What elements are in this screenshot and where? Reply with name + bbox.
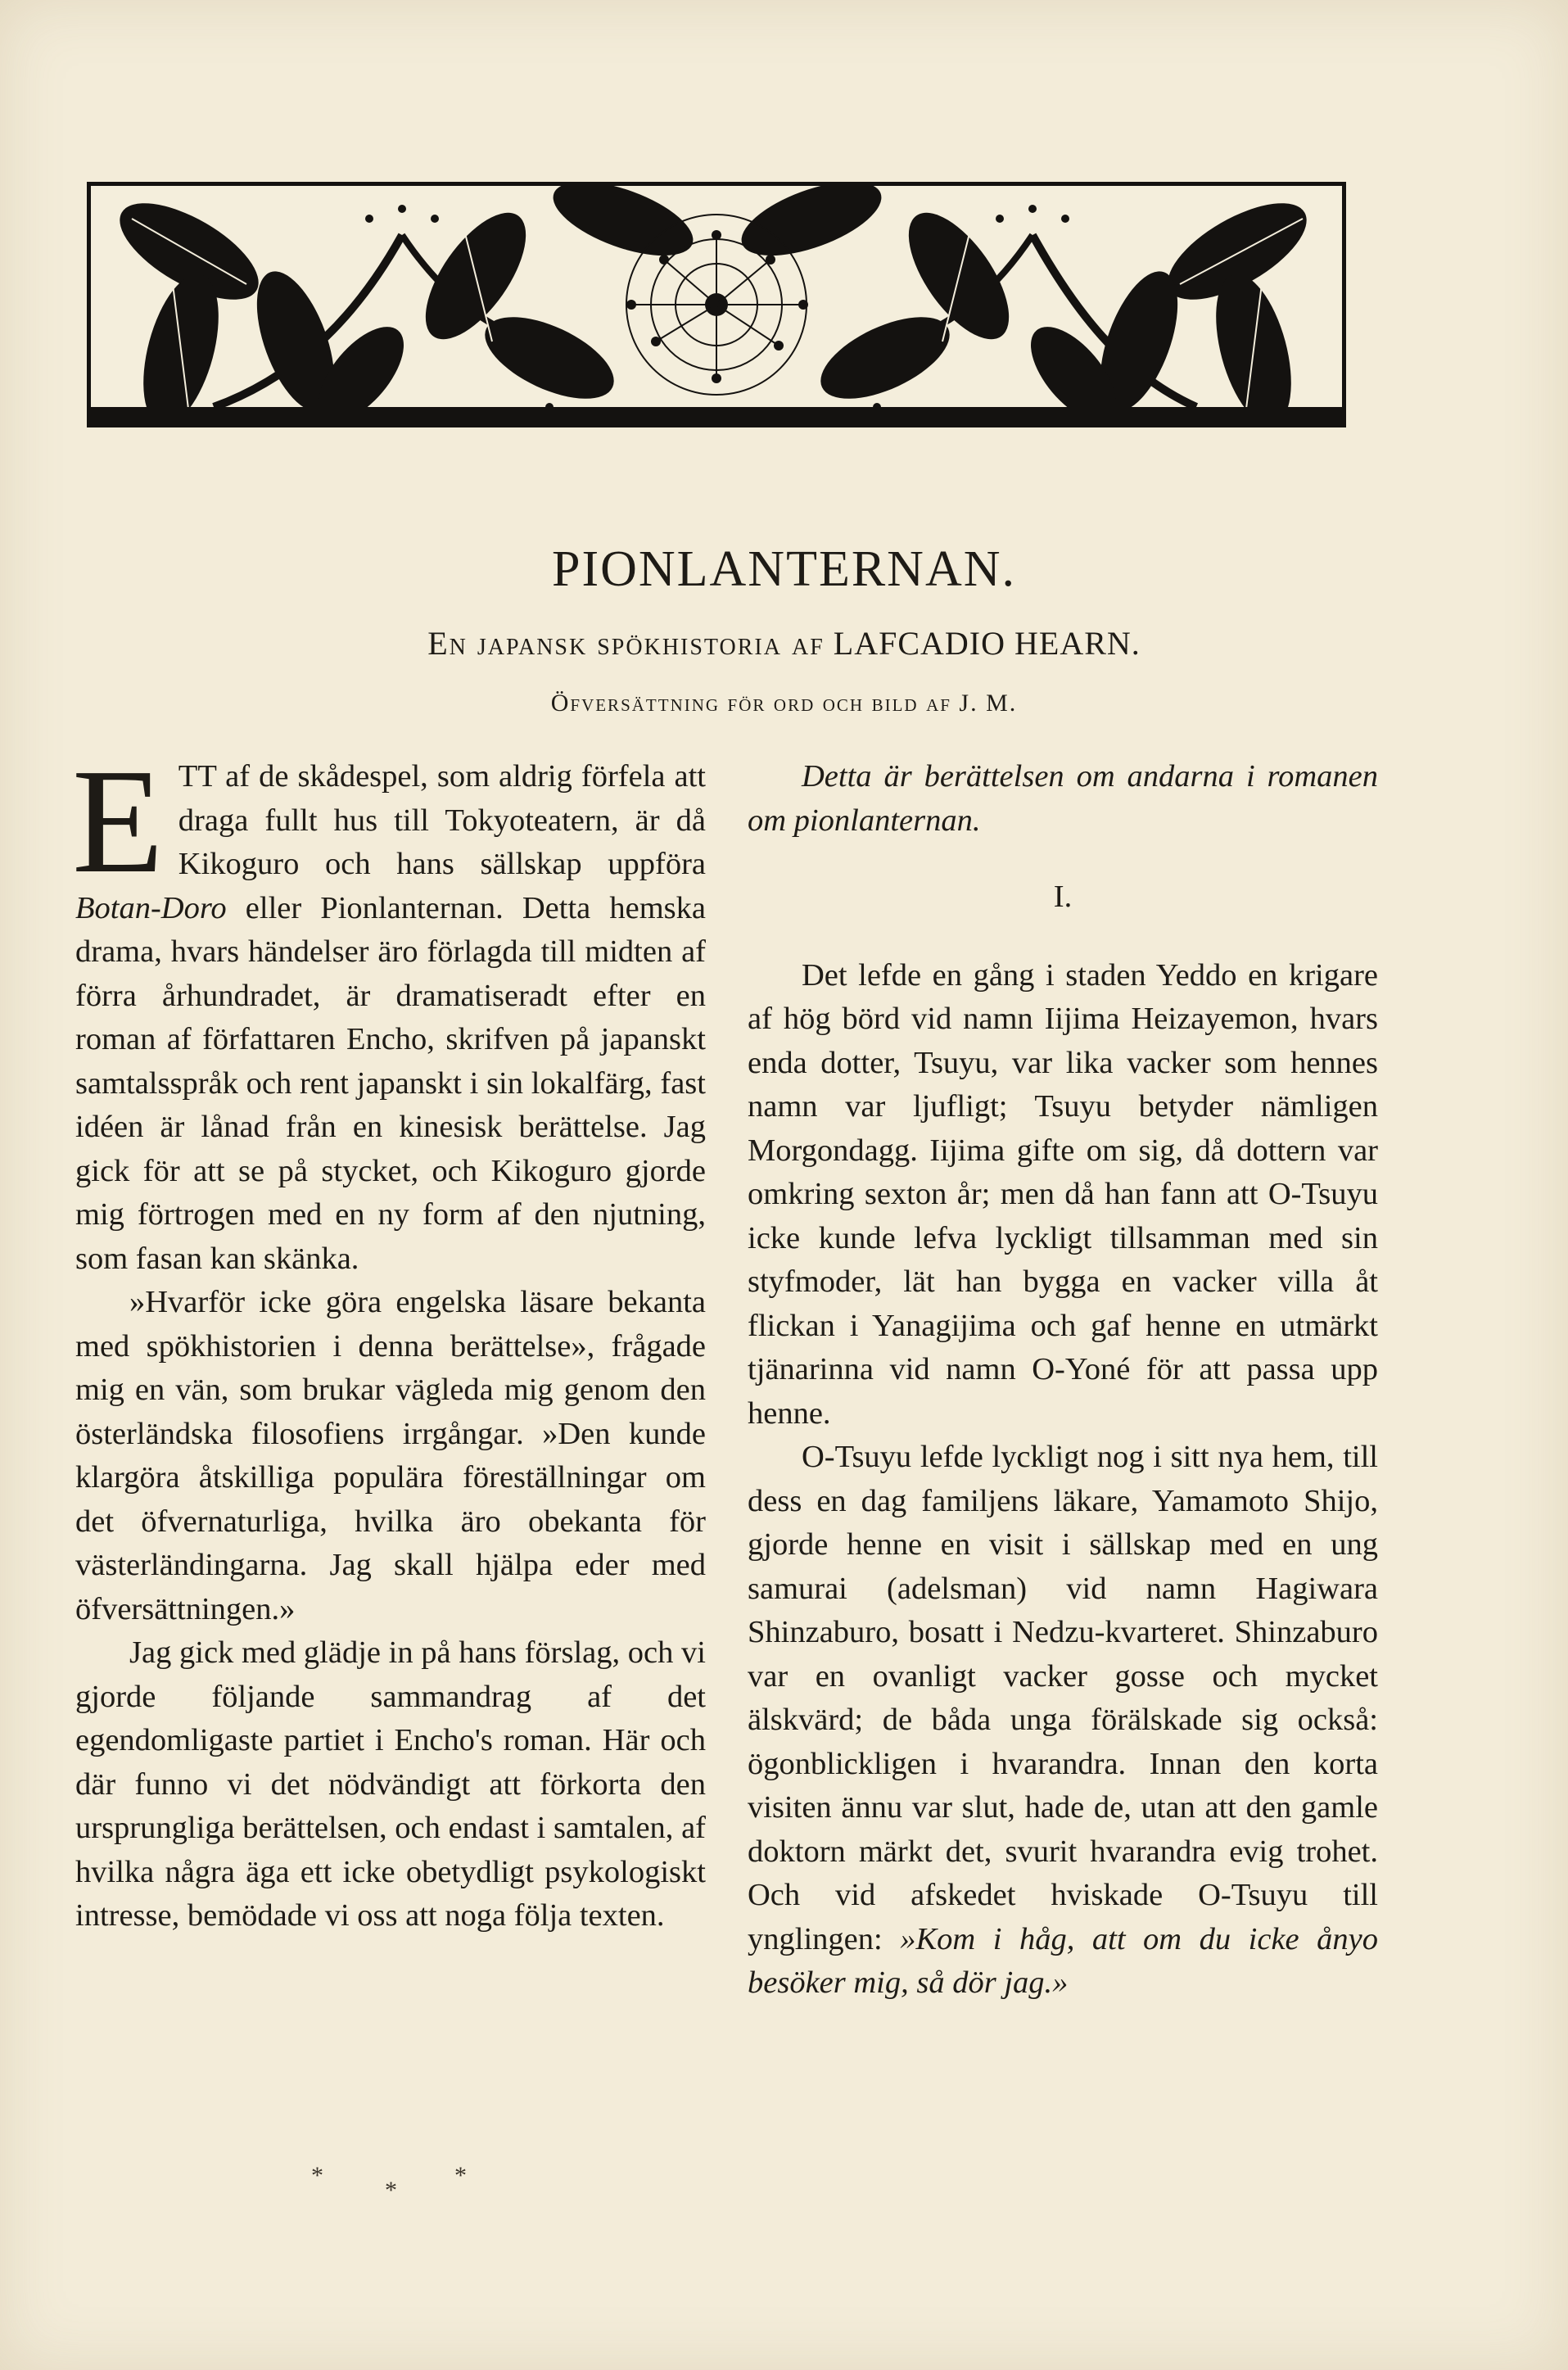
asterisk: * (311, 2162, 323, 2189)
quote: »Kom i håg, att om du icke ånyo besöker mig, så dör jag.» (748, 1921, 1378, 2000)
paragraph-text: TT af de skådespel, som aldrig förfela att draga fullt hus till Tokyoteatern, är då Kikoguro och hans sällskap uppföra (178, 759, 706, 881)
chapter-numeral: I. (1053, 880, 1073, 914)
paragraph: Jag gick med glädje in på hans förslag, och vi gjorde följande sammandrag af det egendomligaste partiet i Encho's roman. Här och där funno vi det nödvändigt att förkorta den ursprungliga berättelsen, och endast i samtalen, af hvilka några äga ett icke obetydligt psykologiskt intresse, bemödade vi oss att noga följa texten. (75, 1635, 706, 1933)
left-column (72, 738, 706, 1938)
article-title: PIONLANTERNAN. (551, 541, 1017, 597)
paragraph: Det lefde en gång i staden Yeddo en krigare af hög börd vid namn Iijima Heizayemon, hvars enda dotter, Tsuyu, var lika vacker som hennes namn var ljufligt; Tsuyu betyder nämligen Morgondagg. Iijima gifte om sig, då dottern var omkring sexton år; men då han fann att O-Tsuyu icke kunde lefva lyckligt tillsamman med sin styfmoder, lät han bygga en vacker villa åt flickan i Yanagijima och gaf henne en utmärkt tjänarinna vid namn O-Yoné för att passa upp henne. (748, 957, 1378, 1431)
paragraph-text: O-Tsuyu lefde lyckligt nog i sitt nya hem, till dess en dag familjens läkare, Yamamoto Shijo, gjorde henne en visit i sällskap med en ung samurai (adelsman) vid namn Hagiwara Shinzaburo, bosatt i Nedzu-kvarteret. Shinzaburo var en ovanligt vacker gosse och mycket älskvärd; de båda unga förälskade sig också: ögonblickligen i hvarandra. Innan den korta visiten ännu var slut, hade de, utan att den gamle doktorn märkt det, svurit hvarandra evig trohet. Och vid afskedet hviskade O-Tsuyu till ynglingen: (748, 1440, 1378, 1956)
section-break-asterisks (303, 2162, 483, 2204)
paragraph: »Hvarför icke göra engelska läsare bekanta med spökhistorien i denna berättelse», frågade mig en vän, som brukar vägleda mig genom den österländska filosofiens irrgångar. »Den kunde klargöra åtskilliga populära föreställningar om det öfvernaturliga, hvilka äro obekanta för västerländingarna. Jag skall hjälpa eder med öfversättningen.» (75, 1285, 706, 1626)
right-column (748, 755, 1378, 2006)
decorative-banner (87, 182, 1346, 427)
subtitle-lead: En japansk spökhistoria af (427, 625, 825, 662)
author-name: LAFCADIO HEARN. (833, 625, 1141, 662)
translation-credit: Öfversättning för ord och bild af J. M. (550, 690, 1018, 717)
paragraph (748, 1436, 1378, 2006)
paragraph (72, 738, 706, 1281)
drop-cap: E (72, 738, 164, 904)
floral-illustration (91, 186, 1342, 423)
article-subtitle (0, 624, 1568, 663)
play-title: Botan-Doro (75, 890, 227, 925)
intro-line: Detta är berättelsen om andarna i romanen om pionlanternan. (748, 759, 1378, 838)
asterisk: * (385, 2177, 397, 2204)
asterisk: * (454, 2162, 467, 2189)
paragraph-text: eller Pionlanternan. Detta hemska drama, hvars händelser äro förlagda till midten af förra århundradet, är dramatiseradt efter en roman af författaren Encho, skrifven på japanskt samtalsspråk och rent japanskt i sin lokalfärg, fast idéen är lånad från en kinesisk berättelse. Jag gick för att se på stycket, och Kikoguro gjorde mig förtrogen med en ny form af den njutning, som fasan kan skänka. (75, 890, 706, 1276)
